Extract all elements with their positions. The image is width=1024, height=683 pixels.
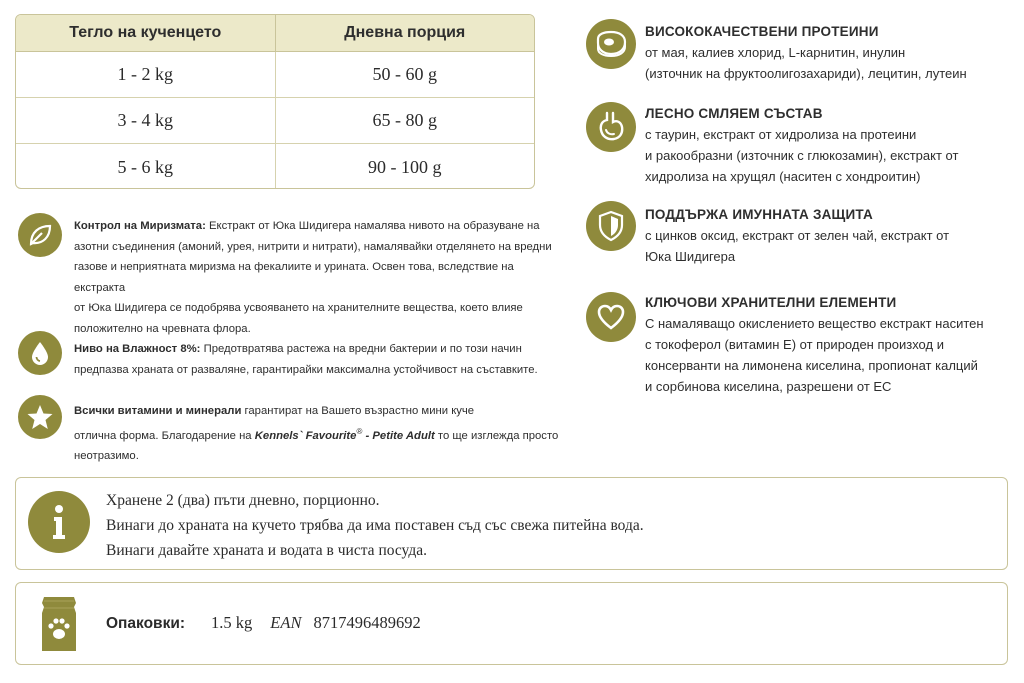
info-line: Хранене 2 (два) пъти дневно, порционно. [106, 492, 380, 509]
info-line: Винаги давайте храната и водата в чиста посуда. [106, 542, 427, 559]
brand-suffix: - Petite Adult [365, 429, 435, 442]
text-line: от мая, калиев хлорид, L-карнитин, инулин [645, 45, 906, 60]
immunity-title: ПОДДЪРЖА ИМУННАТА ЗАЩИТА [645, 207, 873, 222]
text-line: с таурин, екстракт от хидролиза на протеини [645, 127, 917, 142]
odour-control-title: Контрол на Миризмата: [74, 220, 206, 232]
portion-cell: 50 - 60 g [275, 52, 535, 97]
text-line: с токоферол (витамин Е) от природен произход и [645, 337, 944, 352]
text-line: положително на чревната флора. [74, 322, 251, 335]
text-line: и сорбинова киселина, разрешени от ЕС [645, 379, 892, 394]
table-row [16, 98, 534, 144]
vitamins-title: Всички витамини и минерали [74, 405, 242, 417]
digestibility-title: ЛЕСНО СМЛЯЕМ СЪСТАВ [645, 106, 823, 121]
text-line: предпазва храната от разваляне, гарантирайки максимална устойчивост на съставките. [74, 363, 538, 376]
meat-icon [586, 19, 636, 69]
header-puppy-weight: Тегло на кученцето [69, 24, 222, 41]
shield-icon [586, 201, 636, 251]
feeding-info-box [15, 477, 1008, 570]
weight-cell: 3 - 4 kg [117, 110, 173, 130]
moisture-text [74, 339, 564, 380]
feeding-table-header [16, 15, 534, 52]
water-drop-icon [18, 331, 62, 375]
nutrients-feature [645, 293, 1015, 397]
text-line: гарантират на Вашето възрастно мини куче [244, 405, 475, 417]
text-line: Екстракт от Юка Шидигера намалява нивото на образуване на [208, 220, 540, 232]
ean-code: 8717496489692 [313, 613, 421, 632]
weight-cell: 5 - 6 kg [117, 156, 173, 177]
text-line: С намаляващо окислението вещество екстракт наситен [645, 316, 984, 331]
portion-cell: 65 - 80 g [275, 98, 535, 143]
brand-name: Kennels` Favourite [254, 429, 357, 442]
info-lines [106, 488, 644, 563]
vitamins-text [74, 401, 574, 466]
text-line: неотразимо. [74, 449, 139, 462]
text-line: Предотвратява растежа на вредни бактерии и по този начин [203, 343, 522, 355]
text-line: то ще изглежда просто [437, 429, 559, 442]
text-line: с цинков оксид, екстракт от зелен чай, екстракт от [645, 228, 950, 243]
immunity-feature [645, 205, 1015, 267]
stomach-icon [586, 102, 636, 152]
text-line: Юка Шидигера [645, 249, 736, 264]
packaging-weight: 1.5 kg [211, 613, 253, 632]
proteins-feature [645, 22, 1015, 84]
heart-icon [586, 292, 636, 342]
portion-cell: 90 - 100 g [275, 144, 535, 189]
nutrients-title: КЛЮЧОВИ ХРАНИТЕЛНИ ЕЛЕМЕНТИ [645, 295, 897, 310]
odour-control-text [74, 216, 554, 339]
table-row [16, 144, 534, 189]
leaf-icon [18, 213, 62, 257]
feeding-table [15, 14, 535, 189]
packaging-line [106, 613, 421, 633]
star-icon [18, 395, 62, 439]
text-line: и ракообразни (източник с глюкозамин), екстракт от [645, 148, 959, 163]
moisture-title: Ниво на Влажност 8%: [74, 343, 201, 355]
ean-label: EAN [270, 613, 302, 632]
text-line: отлична форма. Благодарение на [74, 429, 252, 442]
text-line: (източник на фруктоолигозахариди), лецитин, лутеин [645, 66, 967, 81]
proteins-title: ВИСОКОКАЧЕСТВЕНИ ПРОТЕИНИ [645, 24, 879, 39]
text-line: азотни съединения (амоний, урея, нитрити и нитрати), намалявайки отделянето на вредни [74, 240, 552, 253]
registered-mark: ® [356, 426, 363, 436]
food-bag-paw-icon [38, 593, 80, 655]
text-line: газове и неприятната миризма на фекалиите и урината. Освен това, вследствие на екстракта [74, 261, 514, 294]
text-line: хидролиза на хрущял (наситен с хондроитин) [645, 169, 921, 184]
digestibility-feature [645, 104, 1015, 187]
text-line: от Юка Шидигера се подобрява усвояването на хранителните вещества, което влияе [74, 302, 523, 314]
packaging-label: Опаковки: [106, 615, 186, 632]
weight-cell: 1 - 2 kg [117, 64, 173, 84]
info-line: Винаги до храната на кучето трябва да има поставен съд със свежа питейна вода. [106, 517, 644, 534]
header-daily-portion: Дневна порция [275, 15, 535, 51]
text-line: консерванти на лимонена киселина, пропионат калций [645, 358, 978, 373]
packaging-box [15, 582, 1008, 665]
info-icon [28, 491, 90, 553]
table-row [16, 52, 534, 98]
